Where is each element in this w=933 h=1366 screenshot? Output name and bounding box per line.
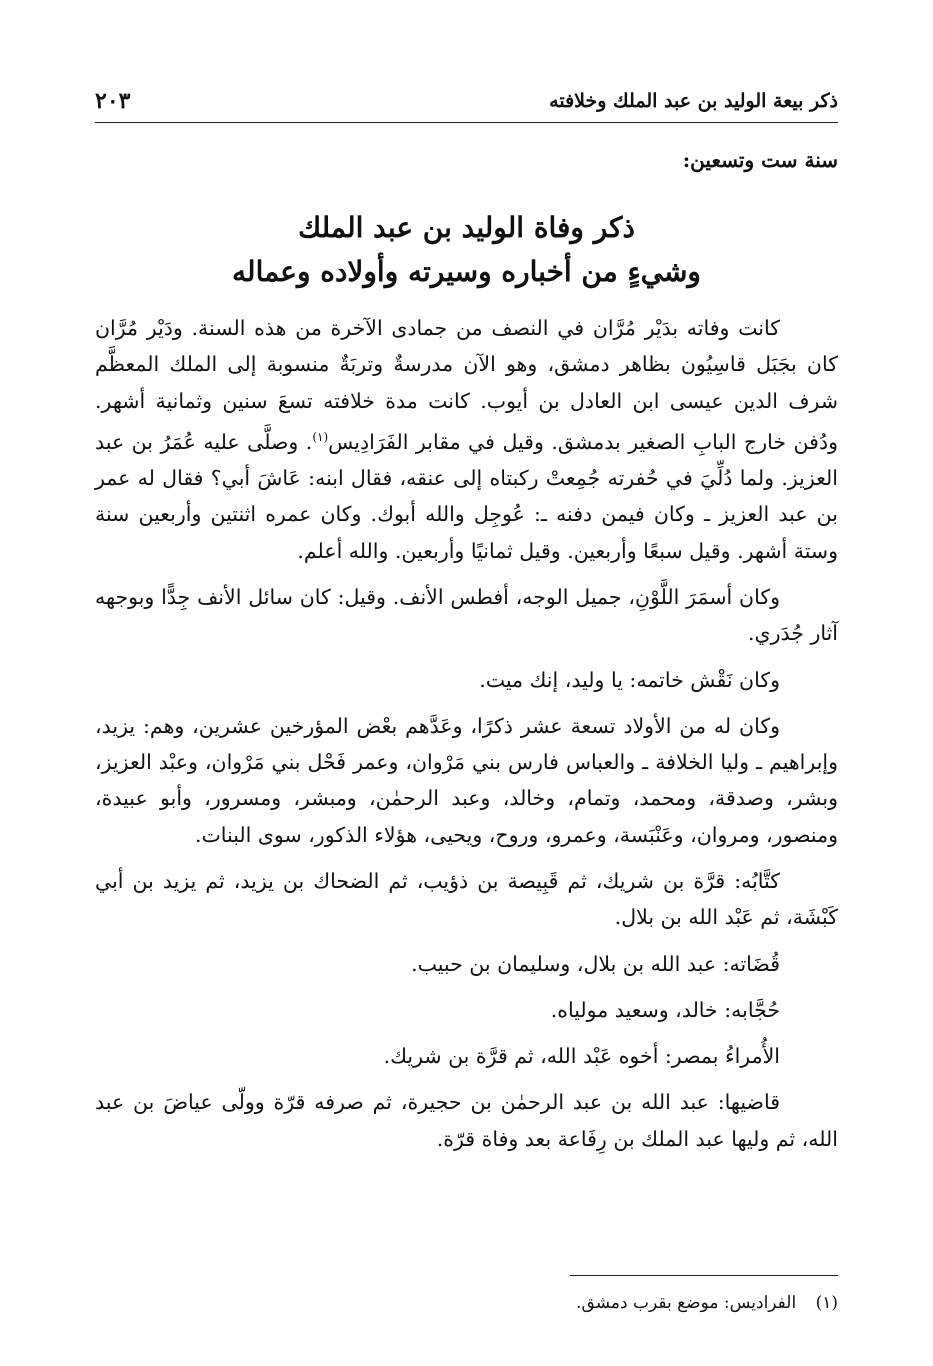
paragraph-appearance: وكان أسمَرَ اللَّوْنِ، جميل الوجه، أفطس الأنف. وقيل: كان سائل الأنف جِدًّا وبوجهه آثار جُدَري. [95, 584, 838, 646]
paragraph-governors: الأُمراءُ بمصر: أخوه عَبْد الله، ثم قرَّة بن شريك. [383, 1044, 780, 1069]
header-title: ذكر بيعة الوليد بن عبد الملك وخلافته [549, 90, 838, 112]
year-heading: سنة ست وتسعين: [682, 148, 838, 172]
paragraph-death-text: كانت وفاته بدَيْر مُرَّان في النصف من جمادى الآخرة من هذه السنة. ودَيْر مُرَّان كان بجَبَل قاسِيُون بظاهر دمشق، وهو الآن مدرسةٌ وتربَةٌ منسوبة إلى الملك المعظَّم شرف الدين عيسى ابن العادل بن أيوب. كانت مدة خلافته تسعَ سنين وثمانية أشهر. ودُفن خارج البابِ الصغير بدمشق. وقيل في مقابر الفَرَادِيس [95, 316, 838, 454]
paragraph-chamberlains: حُجَّابه: خالد، وسعيد مولياه. [550, 997, 780, 1022]
footnote [95, 1288, 838, 1318]
footnote-number: (١) [815, 1293, 838, 1313]
paragraph-judges: قُضَاته: عبد الله بن بلال، وسليمان بن حبيب. [411, 951, 780, 976]
footnote-text: الفراديس: موضع بقرب دمشق. [576, 1293, 797, 1313]
paragraph-children: وكان له من الأولاد تسعة عشر ذكرًا، وعَدَّهم بعْض المؤرخين عشرين، وهم: يزيد، وإبراهيم ـ وليا الخلافة ـ والعباس فارس بني مَرْوان، وعمر فَحْل بني مَرْوان، وعبْد العزيز، وبشر، وصدقة، ومحمد، وتمام، وخالد، وعبد الرحمٰن، ومبشر، ومسرور، وأبو عبيدة، ومنصور، ومروان، وعَنْبَسة، وعمرو، وروح، ويحيى، هؤلاء الذكور، سوى البنات. [95, 713, 838, 847]
running-header [95, 86, 838, 123]
paragraph-death [95, 310, 838, 569]
footnote-reference[interactable]: (١) [312, 429, 329, 444]
page-number: ٢٠٣ [95, 88, 131, 114]
paragraph-death-text-rest: . وصلَّى عليه عُمَرُ بن عبد العزيز. ولما دُلِّيَ في حُفرته جُمِعتْ ركبتاه إلى عنقه، فقال ابنه: عَاشَ أبي؟ فقال له عمر بن عبد العزيز ـ وكان فيمن دفنه ـ: عُوجِل والله أبوك. وكان عمره اثنتين وأربعين سنة وستة أشهر. وقيل سبعًا وأربعين. وقيل ثمانيًا وأربعين. والله أعلم. [95, 429, 838, 563]
chapter-title-line-2: وشيءٍ من أخباره وسيرته وأولاده وعماله [232, 255, 701, 288]
paragraph-seal: وكان نَقْش خاتمه: يا وليد، إنك ميت. [479, 667, 780, 692]
paragraph-egypt-judge: قاضيها: عبد الله بن عبد الرحمٰن بن حجيرة، ثم صرفه قرّة وولّى عياضَ بن عبد الله، ثم وليها عبد الملك بن رِفَاعة بعد وفاة قرّة. [95, 1090, 838, 1151]
footnote-divider [570, 1275, 838, 1276]
paragraph-scribes: كتَّابُه: قرَّة بن شريك، ثم قَبِيصة بن ذؤيب، ثم الضحاك بن يزيد، ثم يزيد بن أبي كَبْشَة، ثم عَبْد الله بن بلال. [95, 868, 838, 930]
page-content [95, 140, 838, 1167]
chapter-title [95, 206, 838, 294]
chapter-title-line-1: ذكر وفاة الوليد بن عبد الملك [298, 211, 635, 244]
